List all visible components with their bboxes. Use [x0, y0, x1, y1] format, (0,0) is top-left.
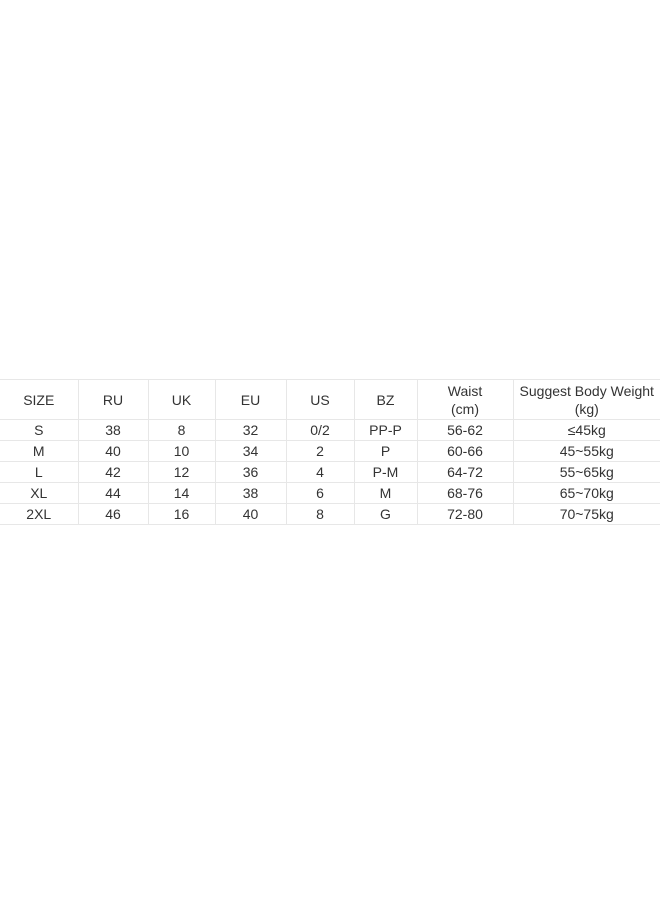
table-cell: 65~70kg	[513, 483, 660, 504]
table-cell: 60-66	[417, 441, 513, 462]
table-cell: 44	[78, 483, 148, 504]
table-cell: 12	[148, 462, 215, 483]
table-cell: 4	[286, 462, 354, 483]
column-header-waist	[417, 380, 513, 420]
column-header-size	[0, 380, 78, 420]
table-cell: P-M	[354, 462, 417, 483]
table-cell: 38	[215, 483, 286, 504]
table-cell: 6	[286, 483, 354, 504]
column-header-suggest-body-weight	[513, 380, 660, 420]
column-header-uk	[148, 380, 215, 420]
column-header-us	[286, 380, 354, 420]
table-cell: 55~65kg	[513, 462, 660, 483]
table-header	[0, 380, 660, 420]
table-cell: L	[0, 462, 78, 483]
table-cell: 72-80	[417, 504, 513, 525]
table-cell: M	[0, 441, 78, 462]
column-header-label: UK	[171, 391, 192, 408]
table-cell: 46	[78, 504, 148, 525]
table-cell: 8	[286, 504, 354, 525]
table-cell: 70~75kg	[513, 504, 660, 525]
table-cell: 40	[78, 441, 148, 462]
table-cell: M	[354, 483, 417, 504]
table-cell: S	[0, 420, 78, 441]
column-header-label: US	[310, 391, 330, 408]
table-cell: 32	[215, 420, 286, 441]
column-header-bz	[354, 380, 417, 420]
table-cell: G	[354, 504, 417, 525]
table-cell: 56-62	[417, 420, 513, 441]
table-body	[0, 420, 660, 525]
column-header-eu	[215, 380, 286, 420]
column-header-label: SIZE	[23, 391, 55, 408]
table-cell: 2	[286, 441, 354, 462]
table-row	[0, 483, 660, 504]
column-header-label: (kg)	[574, 400, 599, 417]
table-cell: 2XL	[0, 504, 78, 525]
table-cell: 64-72	[417, 462, 513, 483]
column-header-label: Suggest Body Weight	[519, 382, 654, 399]
column-header-label: Waist	[447, 382, 483, 399]
table-cell: 14	[148, 483, 215, 504]
table-row	[0, 504, 660, 525]
table-cell: 0/2	[286, 420, 354, 441]
size-chart-table	[0, 379, 660, 525]
table-cell: PP-P	[354, 420, 417, 441]
table-cell: 8	[148, 420, 215, 441]
table-cell: ≤45kg	[513, 420, 660, 441]
table-row	[0, 441, 660, 462]
table-row	[0, 462, 660, 483]
table-cell: 16	[148, 504, 215, 525]
column-header-label: (cm)	[451, 400, 479, 417]
table-cell: 40	[215, 504, 286, 525]
table-cell: 38	[78, 420, 148, 441]
table-cell: XL	[0, 483, 78, 504]
column-header-label: EU	[240, 391, 261, 408]
column-header-ru	[78, 380, 148, 420]
table-cell: 10	[148, 441, 215, 462]
table-cell: P	[354, 441, 417, 462]
header-row	[0, 380, 660, 420]
table-cell: 45~55kg	[513, 441, 660, 462]
table-cell: 36	[215, 462, 286, 483]
table-cell: 68-76	[417, 483, 513, 504]
column-header-label: RU	[102, 391, 124, 408]
table-cell: 42	[78, 462, 148, 483]
column-header-label: BZ	[376, 391, 395, 408]
table-row	[0, 420, 660, 441]
table-cell: 34	[215, 441, 286, 462]
